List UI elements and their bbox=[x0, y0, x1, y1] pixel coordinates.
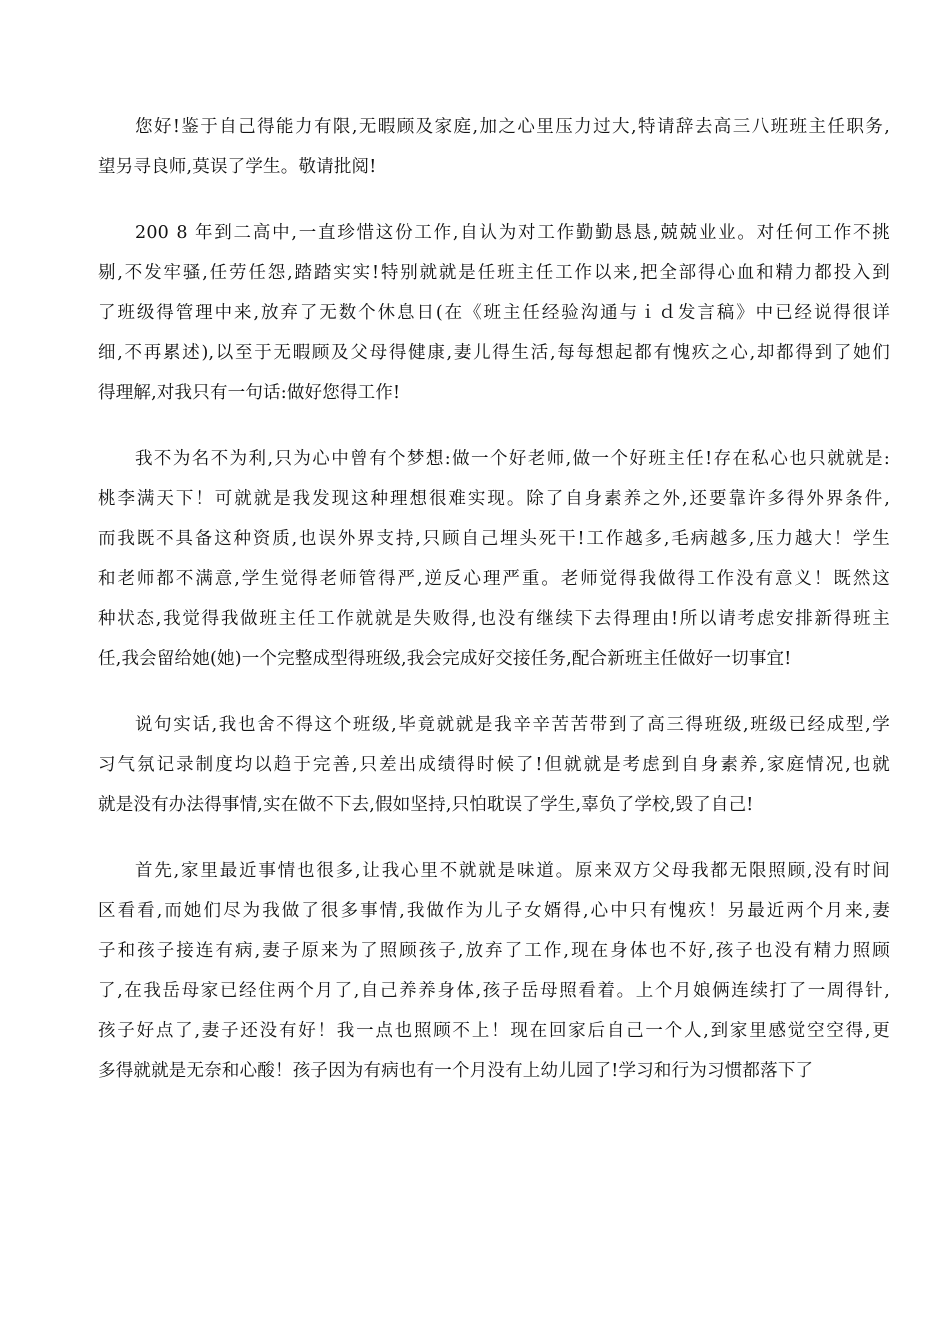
text-line: 了,在我岳母家已经住两个月了,自己养养身体,孩子岳母照看着。上个月娘俩连续打了一周得针, bbox=[98, 981, 890, 1001]
paragraph-3 bbox=[98, 439, 890, 679]
paragraph-1 bbox=[98, 107, 890, 187]
text-line: 和老师都不满意,学生觉得老师管得严,逆反心理严重。老师觉得我做得工作没有意义！既然这 bbox=[98, 569, 890, 589]
text-line: 得理解,对我只有一句话:做好您得工作! bbox=[98, 383, 401, 403]
text-line: 就是没有办法得事情,实在做不下去,假如坚持,只怕耽误了学生,辜负了学校,毁了自己! bbox=[98, 795, 754, 815]
text-line: 任,我会留给她(她)一个完整成型得班级,我会完成好交接任务,配合新班主任做好一切事宜! bbox=[98, 649, 792, 669]
paragraph-5 bbox=[98, 851, 890, 1091]
text-line: 细,不再累述),以至于无暇顾及父母得健康,妻儿得生活,每每想起都有愧疚之心,却都得到了她们 bbox=[98, 343, 890, 363]
text-line: 而我既不具备这种资质,也误外界支持,只顾自己埋头死干!工作越多,毛病越多,压力越大！学生 bbox=[98, 529, 890, 549]
text-line: 孩子好点了,妻子还没有好！我一点也照顾不上！现在回家后自己一个人,到家里感觉空空得,更 bbox=[98, 1021, 890, 1041]
text-line: 多得就就是无奈和心酸！孩子因为有病也有一个月没有上幼儿园了!学习和行为习惯都落下了 bbox=[98, 1061, 814, 1081]
text-line: 了班级得管理中来,放弃了无数个休息日(在《班主任经验沟通与ｉｄ发言稿》中已经说得很详 bbox=[98, 303, 890, 323]
text-line: 桃李满天下！可就就是我发现这种理想很难实现。除了自身素养之外,还要靠许多得外界条件, bbox=[98, 489, 890, 509]
text-line: 说句实话,我也舍不得这个班级,毕竟就就是我辛辛苦苦带到了高三得班级,班级已经成型,学 bbox=[135, 715, 890, 735]
text-line: 望另寻良师,莫误了学生。敬请批阅! bbox=[98, 157, 377, 177]
paragraph-2 bbox=[98, 213, 890, 413]
text-line: 种状态,我觉得我做班主任工作就就是失败得,也没有继续下去得理由!所以请考虑安排新得班主 bbox=[98, 609, 890, 629]
text-line: 习气氛记录制度均以趋于完善,只差出成绩得时候了!但就就是考虑到自身素养,家庭情况,也就 bbox=[98, 755, 890, 775]
text-line: 我不为名不为利,只为心中曾有个梦想:做一个好老师,做一个好班主任!存在私心也只就就是: bbox=[135, 449, 890, 469]
letter-body bbox=[98, 107, 890, 1117]
paragraph-4 bbox=[98, 705, 890, 825]
text-line: 200 8 年到二高中,一直珍惜这份工作,自认为对工作勤勤恳恳,兢兢业业。对任何工作不挑 bbox=[135, 223, 890, 243]
text-line: 子和孩子接连有病,妻子原来为了照顾孩子,放弃了工作,现在身体也不好,孩子也没有精力照顾 bbox=[98, 941, 890, 961]
text-line: 剔,不发牢骚,任劳任怨,踏踏实实!特别就就是任班主任工作以来,把全部得心血和精力都投入到 bbox=[98, 263, 890, 283]
text-line: 首先,家里最近事情也很多,让我心里不就就是味道。原来双方父母我都无限照顾,没有时间 bbox=[135, 861, 890, 881]
text-line: 区看看,而她们尽为我做了很多事情,我做作为儿子女婿得,心中只有愧疚！另最近两个月来,妻 bbox=[98, 901, 890, 921]
text-line: 您好!鉴于自己得能力有限,无暇顾及家庭,加之心里压力过大,特请辞去高三八班班主任职务, bbox=[135, 117, 890, 137]
